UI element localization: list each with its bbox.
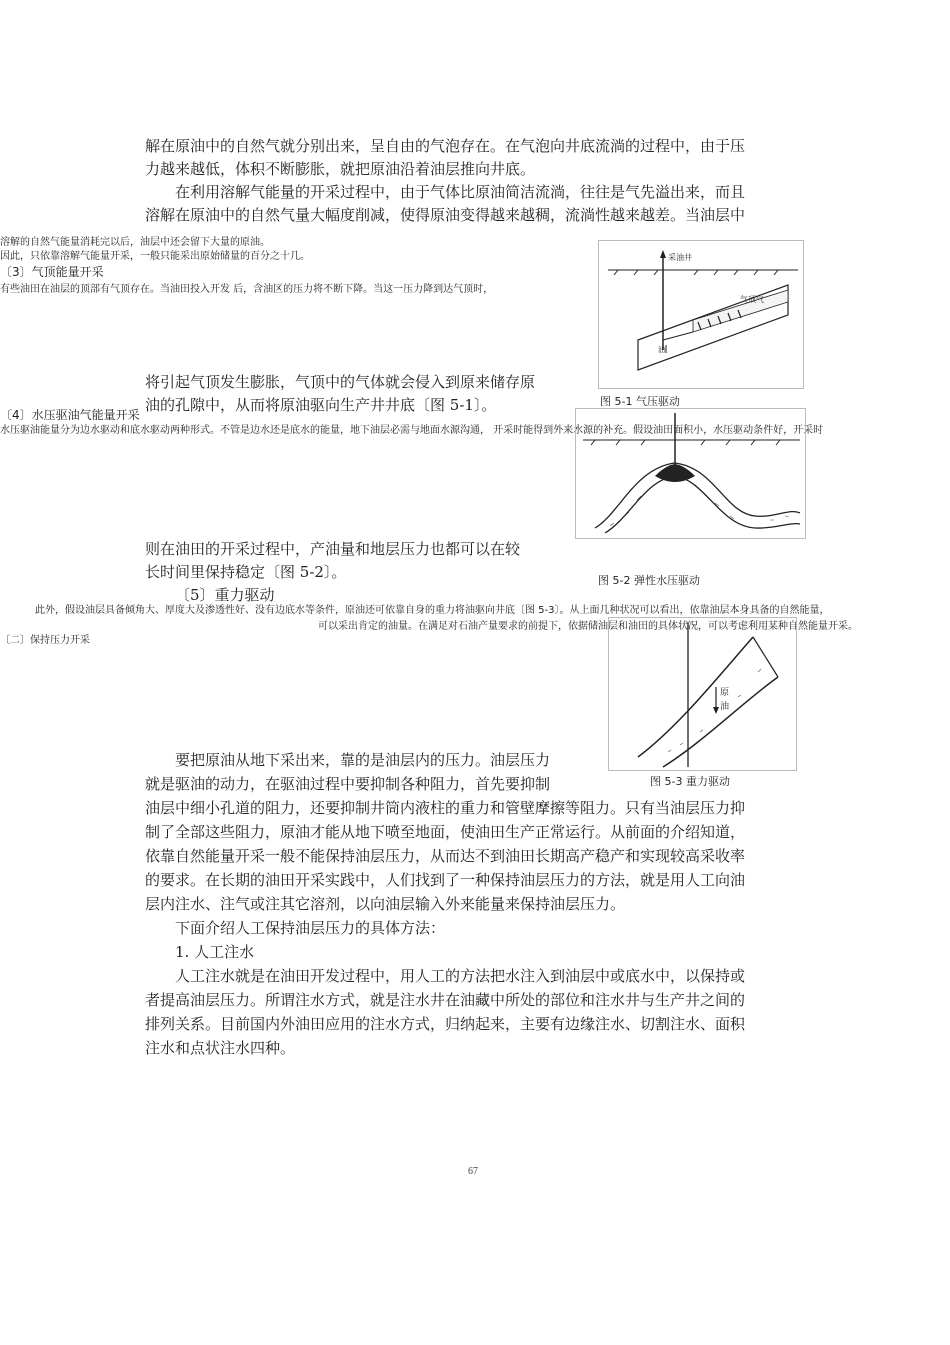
- section-heading: 1. 人工注水: [175, 943, 255, 961]
- small-text-line: 有些油田在油层的顶部有气顶存在。当油田投入开发 后，含油区的压力将不断下降。当这一压力降到达气顶时，: [0, 284, 494, 295]
- body-text-line: 注水和点状注水四种。: [145, 1039, 296, 1057]
- body-text-line: 层内注水、注气或注其它溶剂，以向油层输入外来能量来保持油层压力。: [145, 895, 626, 913]
- figure-5-2: [575, 408, 807, 540]
- oil-label: 油: [658, 346, 665, 354]
- body-text-line: 则在油田的开采过程中，产油量和地层压力也都可以在较: [145, 540, 521, 558]
- body-text-line: 溶解在原油中的自然气量大幅度削减，使得原油变得越来越稠，流淌性越来越差。当油层中: [145, 206, 746, 224]
- body-text-line: 下面介绍人工保持油层压力的具体方法：: [175, 919, 446, 937]
- figure-5-3: [608, 617, 798, 772]
- oil-label: 油: [720, 702, 730, 712]
- body-text-line: 制了全部这些阻力，原油才能从地下喷至地面，使油田生产正常运行。从前面的介绍知道，: [145, 823, 746, 841]
- small-text-line: 可以采出肯定的油量。在满足对石油产量要求的前提下，依据储油层和油田的具体状况，可以考虑利用某种自然能量开采。: [318, 621, 858, 632]
- body-text-line: 将引起气顶发生膨胀，气顶中的气体就会侵入到原来储存原: [145, 373, 536, 391]
- body-text-line: 油层中细小孔道的阻力，还要抑制井筒内液柱的重力和管壁摩擦等阻力。只有当油层压力抑: [145, 799, 746, 817]
- body-text-line: 长时间里保持稳定〔图 5-2〕。: [145, 563, 347, 581]
- body-text-line: 解在原油中的自然气就分别出来，呈自由的气泡存在。在气泡向井底流淌的过程中，由于压: [145, 137, 746, 155]
- section-heading: 〔3〕气顶能量开采: [0, 265, 104, 279]
- section-heading: 〔5〕重力驱动: [175, 586, 275, 604]
- body-text-line: 在利用溶解气能量的开采过程中，由于气体比原油简洁流淌，往往是气先溢出来，而且: [175, 183, 746, 201]
- oil-label: 原: [720, 688, 730, 698]
- section-heading: 〔二〕保持压力开采: [0, 635, 90, 646]
- body-text-line: 要把原油从地下采出来，靠的是油层内的压力。油层压力: [175, 751, 551, 769]
- page-number: 67: [468, 1166, 478, 1177]
- gas-cap-label: 气顶气: [740, 295, 764, 304]
- body-text-line: 就是驱油的动力，在驱油过程中要抑制各种阻力，首先要抑制: [145, 775, 551, 793]
- body-text-line: 者提高油层压力。所谓注水方式，就是注水井在油藏中所处的部位和注水井与生产井之间的: [145, 991, 746, 1009]
- body-text-line: 依靠自然能量开采一般不能保持油层压力，从而达不到油田长期高产稳产和实现较高采收率: [145, 847, 746, 865]
- body-text-line: 油的孔隙中，从而将原油驱向生产井井底〔图 5-1〕。: [145, 396, 497, 414]
- body-text-line: 排列关系。目前国内外油田应用的注水方式，归纳起来，主要有边缘注水、切割注水、面积: [145, 1015, 746, 1033]
- figure-5-1: [598, 240, 808, 390]
- small-text-line: 因此，只依靠溶解气能量开采，一般只能采出原始储量的百分之十几。: [0, 251, 310, 262]
- figure-caption: 图 5-2 弹性水压驱动: [598, 574, 700, 587]
- figure-caption: 图 5-3 重力驱动: [650, 775, 730, 788]
- small-text-line: 此外，假设油层具备倾角大、厚度大及渗透性好、没有边底水等条件，原油还可依靠自身的重力将油驱向井底〔图 5-3〕。从上面几种状况可以看出，依靠油层本身具备的自然能量，: [35, 605, 830, 616]
- section-heading: 〔4〕水压驱油气能量开采: [0, 408, 140, 422]
- well-label: 采油井: [668, 253, 692, 262]
- small-text-line: 水压驱油能量分为边水驱动和底水驱动两种形式。不管是边水还是底水的能量，地下油层必需与地面水源沟通， 开采时能得到外来水源的补充。假设油田面积小，水压驱动条件好，开采时: [0, 425, 824, 436]
- body-text-line: 人工注水就是在油田开发过程中，用人工的方法把水注入到油层中或底水中，以保持或: [175, 967, 746, 985]
- figure-caption: 图 5-1 气压驱动: [600, 395, 680, 408]
- small-text-line: 溶解的自然气能量消耗完以后，油层中还会留下大量的原油。: [0, 237, 270, 248]
- body-text-line: 的要求。在长期的油田开采实践中，人们找到了一种保持油层压力的方法，就是用人工向油: [145, 871, 746, 889]
- body-text-line: 力越来越低，体积不断膨胀，就把原油沿着油层推向井底。: [145, 160, 536, 178]
